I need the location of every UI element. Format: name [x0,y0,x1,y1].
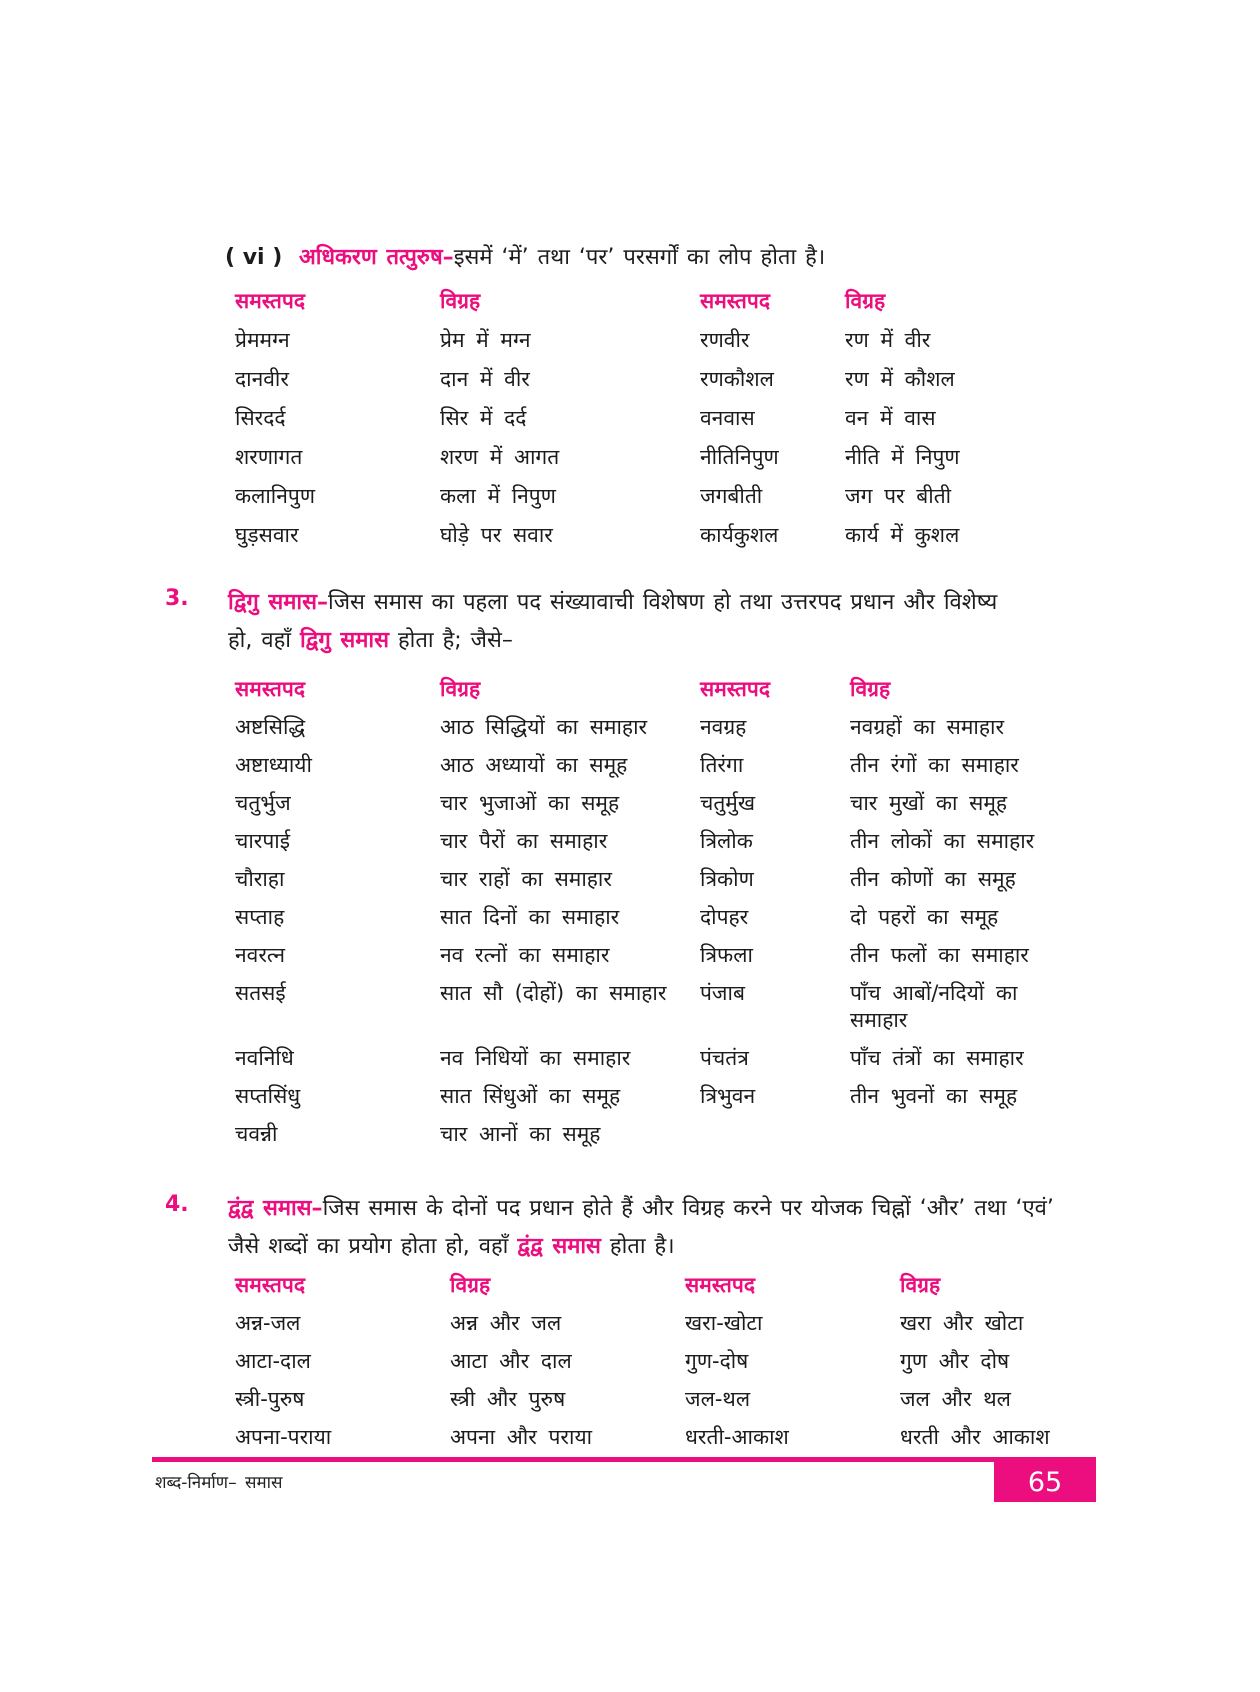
table-cell: पंचतंत्र [700,1046,749,1070]
table-cell: दान में वीर [440,367,530,391]
column-header: समस्तपद [685,1273,755,1297]
section-intro-line [299,243,1120,273]
table-cell: वनवास [700,406,755,430]
column-header: विग्रह [440,289,481,313]
table-cell: नवनिधि [235,1046,294,1070]
column-header: विग्रह [850,677,891,701]
table-cell: चार आनों का समूह [440,1122,601,1146]
column-header: विग्रह [450,1273,491,1297]
section-number: 3. [165,586,189,611]
table-cell: तीन फलों का समाहार [850,943,1029,967]
table-cell: शरणागत [235,445,303,469]
table-cell: सात सौ (दोहों) का समाहार [440,981,667,1005]
column-header: समस्तपद [700,289,770,313]
dvandva-samas-table [235,1272,1065,1451]
table-cell: चवन्नी [235,1122,278,1146]
table-cell: सतसई [235,981,286,1005]
section-intro-line [228,1190,1140,1228]
table-cell: आटा-दाल [235,1349,311,1373]
dvigu-samas-table [235,676,1035,1148]
table-cell: जल और थल [900,1387,1011,1411]
table-cell: सिर में दर्द [440,406,527,430]
column-header: विग्रह [440,677,481,701]
table-cell: सिरदर्द [235,406,286,430]
table-cell: धरती-आकाश [685,1425,789,1449]
table-cell: दो पहरों का समूह [850,905,999,929]
table-cell: जगबीती [700,484,763,508]
table-cell [700,1121,850,1148]
section-intro-text: इसमें ‘में’ तथा ‘पर’ परसर्गों का लोप होता है। [453,245,826,270]
table-cell: पाँच तंत्रों का समाहार [850,1046,1024,1070]
table-cell: नीति में निपुण [845,445,960,469]
table-cell: कार्यकुशल [700,523,779,547]
table-cell: रण में वीर [845,328,931,352]
table-cell: कला में निपुण [440,484,556,508]
section-intro-line2 [228,622,1120,660]
column-header: समस्तपद [235,289,305,313]
table-cell: कलानिपुण [235,484,316,508]
table-cell: आटा और दाल [450,1349,572,1373]
table-cell: दोपहर [700,905,749,929]
table-cell: तीन कोणों का समूह [850,867,1016,891]
table-cell: आठ अध्यायों का समूह [440,753,628,777]
section-intro-text: हो, वहाँ [228,628,300,653]
table-cell: नव निधियों का समाहार [440,1046,631,1070]
section-intro-line [228,584,1120,622]
table-cell: रण में कौशल [845,367,955,391]
table-cell: प्रेम में मग्न [440,328,531,352]
table-cell: तीन भुवनों का समूह [850,1084,1018,1108]
section-title: द्वंद्व समास– [228,1196,323,1221]
section-title-inline: द्विगु समास [299,628,389,653]
column-header: विग्रह [845,289,886,313]
footer-divider-rule [152,1457,1096,1462]
section-heading-dvigu-samas [165,584,1120,660]
table-cell: पंजाब [700,981,745,1005]
section-intro-line2 [228,1228,1140,1266]
column-header: समस्तपद [235,1273,305,1297]
table-cell: नवरत्न [235,943,286,967]
table-cell: घुड़सवार [235,523,299,547]
table-cell: अपना-पराया [235,1425,332,1449]
table-cell: शरण में आगत [440,445,560,469]
table-cell: तीन लोकों का समाहार [850,829,1035,853]
table-cell: चार पैरों का समाहार [440,829,608,853]
table-cell: वन में वास [845,406,936,430]
table-cell: तीन रंगों का समाहार [850,753,1019,777]
table-cell: स्त्री और पुरुष [450,1387,566,1411]
section-number: ( vi ) [225,245,283,270]
table-cell: चारपाई [235,829,291,853]
section-intro-text: जैसे शब्दों का प्रयोग होता हो, वहाँ [228,1234,518,1259]
table-cell: त्रिकोण [700,867,754,891]
section-title-inline: द्वंद्व समास [517,1234,601,1259]
section-intro-text: होता है; जैसे– [388,628,513,653]
table-cell: चार मुखों का समूह [850,791,1008,815]
section-heading-adhikaran-tatpurush [225,243,1120,273]
table-cell: खरा और खोटा [900,1311,1024,1335]
section-heading-dvandva-samas [165,1190,1140,1266]
column-header: विग्रह [900,1273,941,1297]
table-cell: नवग्रह [700,715,747,739]
section-intro-text: जिस समास के दोनों पद प्रधान होते हैं और विग्रह करने पर योजक चिह्नों ‘और’ तथा ‘एवं’ [322,1196,1054,1221]
table-cell: त्रिभुवन [700,1084,756,1108]
table-cell: अष्टाध्यायी [235,753,312,777]
table-cell: कार्य में कुशल [845,523,960,547]
table-cell: नवग्रहों का समाहार [850,715,1005,739]
table-cell: सप्तसिंधु [235,1084,301,1108]
table-cell: सात सिंधुओं का समूह [440,1084,621,1108]
table-cell: जल-थल [685,1387,751,1411]
page-number-badge [994,1462,1096,1502]
table-cell: त्रिलोक [700,829,753,853]
table-cell: रणकौशल [700,367,774,391]
table-cell: अपना और पराया [450,1425,593,1449]
table-cell: नीतिनिपुण [700,445,779,469]
section-number: 4. [165,1192,189,1217]
table-cell: गुण-दोष [685,1349,749,1373]
column-header: समस्तपद [235,677,305,701]
table-cell: अन्न-जल [235,1311,301,1335]
footer-section-label: शब्द-निर्माण– समास [155,1473,283,1493]
table-cell: चतुर्भुज [235,791,291,815]
table-cell: जग पर बीती [845,484,952,508]
table-cell: सात दिनों का समाहार [440,905,620,929]
table-cell: घोड़े पर सवार [440,523,553,547]
section-title: द्विगु समास– [228,590,328,615]
page-number: 65 [1027,1466,1063,1498]
table-cell: रणवीर [700,328,750,352]
table-cell: गुण और दोष [900,1349,1010,1373]
table-cell: त्रिफला [700,943,753,967]
section-intro-text: होता है। [600,1234,675,1259]
table-cell: दानवीर [235,367,289,391]
table-cell: अन्न और जल [450,1311,562,1335]
section-intro-text: जिस समास का पहला पद संख्यावाची विशेषण हो तथा उत्तरपद प्रधान और विशेष्य [328,590,998,615]
table-cell: चौराहा [235,867,285,891]
table-cell: चार राहों का समाहार [440,867,612,891]
table-cell [850,1121,1035,1148]
table-cell: आठ सिद्धियों का समाहार [440,715,648,739]
table-cell: स्त्री-पुरुष [235,1387,305,1411]
table-cell: चतुर्मुख [700,791,756,815]
column-header: समस्तपद [700,677,770,701]
table-cell: नव रत्नों का समाहार [440,943,610,967]
table-cell: खरा-खोटा [685,1311,763,1335]
section-title: अधिकरण तत्पुरुष– [299,245,454,270]
table-cell: प्रेममग्न [235,328,290,352]
table-cell: तिरंगा [700,753,744,777]
adhikaran-tatpurush-table [235,288,1035,549]
table-cell: पाँच आबों/नदियों का समाहार [850,981,1018,1032]
table-cell: सप्ताह [235,905,285,929]
table-cell: धरती और आकाश [900,1425,1050,1449]
table-cell: चार भुजाओं का समूह [440,791,620,815]
table-cell: अष्टसिद्धि [235,715,306,739]
